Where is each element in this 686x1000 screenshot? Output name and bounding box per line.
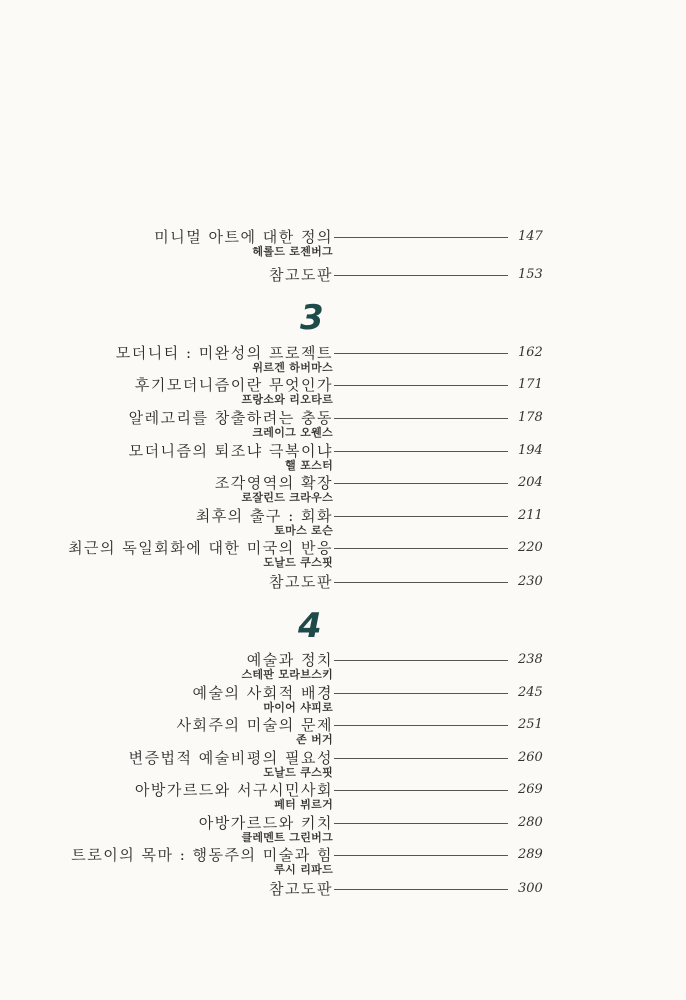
toc-entry[interactable] [0, 572, 686, 592]
entry-title: 최근의 독일회화에 대한 미국의 반응 [68, 539, 333, 557]
toc-entry[interactable] [0, 265, 686, 285]
toc-entry[interactable] [0, 650, 686, 670]
entry-title: 최후의 출구 : 회화 [195, 507, 333, 525]
toc-entry[interactable] [0, 813, 686, 833]
entry-author: 프랑소와 리오타르 [241, 393, 333, 406]
entry-author: 존 버거 [296, 733, 333, 746]
entry-title: 알레고리를 창출하려는 충동 [128, 409, 333, 427]
leader-line [334, 693, 508, 694]
page-number: 269 [518, 782, 543, 797]
toc-entry[interactable] [0, 715, 686, 735]
entry-author: 스테판 모라브스키 [241, 668, 333, 681]
page-number: 260 [518, 750, 543, 765]
entry-title: 모더니티 : 미완성의 프로젝트 [115, 344, 333, 362]
entry-author: 마이어 샤피로 [263, 701, 333, 714]
entry-title: 예술과 정치 [246, 651, 333, 669]
toc-entry[interactable] [0, 227, 686, 247]
toc-entry[interactable] [0, 343, 686, 363]
leader-line [334, 725, 508, 726]
leader-line [334, 758, 508, 759]
leader-line [334, 855, 508, 856]
entry-title: 모더니즘의 퇴조냐 극복이냐 [128, 442, 333, 460]
entry-author: 핼 포스터 [285, 459, 333, 472]
section-number: 3 [300, 298, 324, 338]
page-number: 245 [518, 685, 543, 700]
entry-author: 클레멘트 그린버그 [241, 831, 333, 844]
entry-title: 조각영역의 확장 [214, 474, 333, 492]
page-number: 230 [518, 574, 543, 589]
leader-line [334, 483, 508, 484]
leader-line [334, 790, 508, 791]
page-number: 251 [518, 717, 543, 732]
page-number: 171 [518, 377, 543, 392]
toc-entry[interactable] [0, 748, 686, 768]
page-number: 153 [518, 267, 543, 282]
entry-title: 미니멀 아트에 대한 정의 [154, 228, 333, 246]
section-number: 4 [298, 606, 322, 646]
page-number: 194 [518, 443, 543, 458]
leader-line [334, 582, 508, 583]
entry-author: 페터 뷔르거 [274, 798, 333, 811]
entry-title: 변증법적 예술비평의 필요성 [128, 749, 333, 767]
leader-line [334, 353, 508, 354]
leader-line [334, 889, 508, 890]
leader-line [334, 385, 508, 386]
toc-entry[interactable] [0, 408, 686, 428]
page-number: 220 [518, 540, 543, 555]
toc-entry[interactable] [0, 780, 686, 800]
toc-entry[interactable] [0, 473, 686, 493]
entry-author: 헤롤드 로젠버그 [252, 245, 333, 258]
page-number: 300 [518, 881, 543, 896]
page-number: 211 [518, 508, 543, 523]
entry-author: 루시 리파드 [274, 863, 333, 876]
leader-line [334, 275, 508, 276]
entry-author: 위르겐 하버마스 [252, 361, 333, 374]
page-number: 289 [518, 847, 543, 862]
toc-entry[interactable] [0, 506, 686, 526]
entry-author: 로잘린드 크라우스 [241, 491, 333, 504]
leader-line [334, 660, 508, 661]
entry-title: 예술의 사회적 배경 [192, 684, 333, 702]
page-number: 162 [518, 345, 543, 360]
entry-author: 도날드 쿠스핏 [263, 556, 333, 569]
leader-line [334, 237, 508, 238]
page-number: 147 [518, 229, 543, 244]
entry-title: 사회주의 미술의 문제 [176, 716, 333, 734]
entry-author: 크레이그 오웬스 [252, 426, 333, 439]
page-number: 280 [518, 815, 543, 830]
entry-title: 참고도판 [269, 880, 333, 898]
leader-line [334, 516, 508, 517]
entry-title: 참고도판 [269, 266, 333, 284]
page-number: 178 [518, 410, 543, 425]
toc-entry[interactable] [0, 538, 686, 558]
leader-line [334, 823, 508, 824]
toc-entry[interactable] [0, 375, 686, 395]
page-number: 204 [518, 475, 543, 490]
toc-entry[interactable] [0, 683, 686, 703]
entry-author: 도날드 쿠스핏 [263, 766, 333, 779]
entry-title: 후기모더니즘이란 무엇인가 [134, 376, 333, 394]
toc-entry[interactable] [0, 879, 686, 899]
leader-line [334, 548, 508, 549]
entry-author: 토마스 로슨 [274, 524, 333, 537]
entry-title: 아방가르드와 키치 [198, 814, 333, 832]
leader-line [334, 418, 508, 419]
page-number: 238 [518, 652, 543, 667]
entry-title: 참고도판 [269, 573, 333, 591]
entry-title: 아방가르드와 서구시민사회 [134, 781, 333, 799]
toc-entry[interactable] [0, 441, 686, 461]
entry-title: 트로이의 목마 : 행동주의 미술과 힘 [71, 846, 333, 864]
leader-line [334, 451, 508, 452]
toc-entry[interactable] [0, 845, 686, 865]
